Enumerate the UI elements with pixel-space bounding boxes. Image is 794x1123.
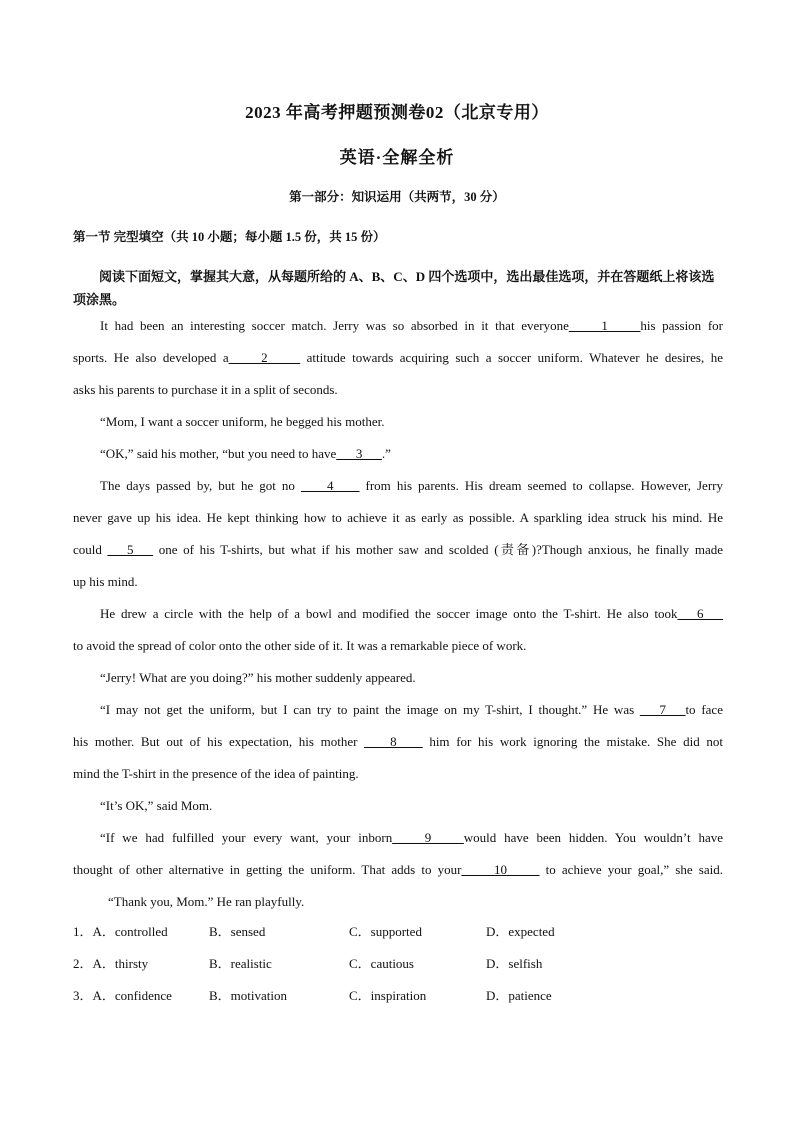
text-run: “OK,” said his mother, “but you need to have [100,446,337,461]
blank-8: ____8____ [364,734,423,749]
passage-line [73,539,723,571]
passage-line [73,699,723,731]
blank-4: ____4____ [300,478,360,493]
text-run: thought of other alternative in getting the uniform. That adds to your [73,862,462,877]
option-d: D．expected [486,924,555,939]
instructions: 阅读下面短文，掌握其大意，从每题所给的 A、B、C、D 四个选项中，选出最佳选项，并在答题纸上将该选项涂黑。 [73,269,715,307]
text-run: “Mom, I want a soccer uniform, he begged his mother. [100,414,385,429]
text-run: up his mind. [73,574,138,589]
passage-line [73,571,723,603]
passage-line [73,443,723,475]
passage-line [73,379,723,411]
blank-3: ___3___ [336,446,382,461]
option-d: D．patience [486,988,552,1003]
question-row [73,985,723,1017]
option-b: B．realistic [209,956,272,971]
passage-line [73,507,723,539]
text-run: to achieve your goal,” she said. [539,862,723,877]
option-a [73,985,172,1007]
blank-1: _____1_____ [568,318,641,333]
text-run: one of his T-shirts, but what if his mother saw and scolded (责备)?Though anxious, he finally made [153,542,723,557]
text-run: It had been an interesting soccer match. Jerry was so absorbed in it that everyone [100,318,569,333]
text-run: He drew a circle with the help of a bowl and modified the soccer image onto the T-shirt. He also took [100,606,678,621]
blank-9: _____9_____ [392,830,464,845]
question-number: 2． [73,956,93,971]
option-c: C．supported [349,924,422,939]
text-run: never gave up his idea. He kept thinking how to achieve it as early as possible. A sparkling idea struck his mind. He [73,510,723,525]
text-run: mind the T-shirt in the presence of the idea of painting. [73,766,359,781]
option-b: B．motivation [209,988,288,1003]
text-run: could [73,542,108,557]
text-run: from his parents. His dream seemed to collapse. However, Jerry [359,478,723,493]
text-run: asks his parents to purchase it in a split of seconds. [73,382,338,397]
option-a-text: A．confidence [92,988,172,1003]
question-row [73,921,723,953]
text-run: his passion for [640,318,723,333]
passage-line [73,347,723,379]
question-number: 1． [73,924,93,939]
section-heading: 第一节 完型填空（共 10 小题；每小题 1.5 份，共 15 份） [73,230,386,244]
blank-6: ___6___ [677,606,723,621]
option-c: C．cautious [349,956,414,971]
question-row [73,953,723,985]
passage-line [73,795,723,827]
question-options [73,921,723,1017]
passage-line [73,859,723,891]
passage-line [73,763,723,795]
option-b: B．sensed [209,924,266,939]
passage-line [73,891,723,923]
passage-line [73,827,723,859]
cloze-passage [73,315,723,923]
blank-10: _____10_____ [461,862,540,877]
text-run: “It’s OK,” said Mom. [100,798,213,813]
text-run: “If we had fulfilled your every want, your inborn [100,830,393,845]
page-subtitle: 英语·全解全析 [339,148,455,167]
option-a-text: A．thirsty [92,956,149,971]
text-run: to avoid the spread of color onto the other side of it. It was a remarkable piece of work. [73,638,527,653]
text-run: “Thank you, Mom.” He ran playfully. [108,894,305,909]
passage-line [73,635,723,667]
blank-5: ___5___ [107,542,154,557]
passage-line [73,603,723,635]
passage-line [73,731,723,763]
text-run: sports. He also developed a [73,350,229,365]
text-run: The days passed by, but he got no [100,478,301,493]
page-title: 2023 年高考押题预测卷02（北京专用） [245,103,549,122]
text-run: “Jerry! What are you doing?” his mother suddenly appeared. [100,670,416,685]
blank-2: _____2_____ [228,350,301,365]
blank-7: ___7___ [639,702,686,717]
option-c: C．inspiration [349,988,427,1003]
option-a-text: A．controlled [92,924,168,939]
text-run: him for his work ignoring the mistake. She did not [422,734,723,749]
part-heading: 第一部分：知识运用（共两节，30 分） [289,190,505,204]
text-run: .” [381,446,391,461]
option-a [73,921,168,943]
passage-line [73,475,723,507]
text-run: to face [685,702,723,717]
text-run: “I may not get the uniform, but I can try to paint the image on my T-shirt, I thought.” He was [100,702,640,717]
text-run: would have been hidden. You wouldn’t have [463,830,723,845]
text-run: attitude towards acquiring such a soccer uniform. Whatever he desires, he [300,350,724,365]
passage-line [73,667,723,699]
passage-line [73,315,723,347]
text-run: his mother. But out of his expectation, his mother [73,734,365,749]
option-d: D．selfish [486,956,543,971]
passage-line [73,411,723,443]
question-number: 3． [73,988,93,1003]
option-a [73,953,148,975]
